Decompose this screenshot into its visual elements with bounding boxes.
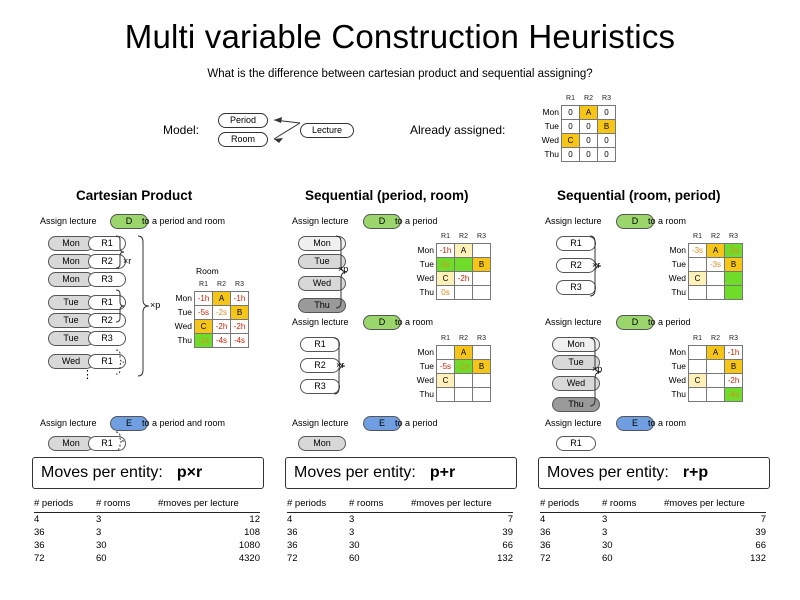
moves-per-entity-box-1 bbox=[32, 457, 264, 489]
col-header: R1 bbox=[441, 232, 450, 240]
table-row: Wed C 0 0 bbox=[537, 133, 616, 147]
period-option-last[interactable]: Mon bbox=[298, 436, 346, 451]
col-header: # rooms bbox=[349, 497, 411, 513]
moves-formula: p×r bbox=[176, 464, 203, 481]
table-row: 72 60 4320 bbox=[34, 553, 260, 564]
col-header: #moves per lecture bbox=[664, 497, 766, 513]
period-option[interactable]: Tue bbox=[298, 254, 346, 269]
assign-target-label: to a period and room bbox=[142, 216, 226, 226]
col-header: R1 bbox=[693, 232, 702, 240]
table-row: Tue -5s -2s B bbox=[412, 359, 491, 373]
lecture-pill-e[interactable]: E bbox=[616, 416, 654, 431]
model-label: Model: bbox=[163, 123, 200, 137]
already-assigned-label: Already assigned: bbox=[410, 123, 506, 137]
assign-target-label: to a period bbox=[395, 216, 438, 226]
page-subtitle: What is the difference between cartesian product and sequential assigning? bbox=[207, 68, 593, 80]
lecture-pill-e[interactable]: E bbox=[363, 416, 401, 431]
multiplier-p: ×p bbox=[150, 300, 161, 310]
moves-per-entity-box-2 bbox=[285, 457, 517, 489]
table-row: Thu bbox=[664, 285, 743, 299]
col-header: R1 bbox=[199, 280, 208, 288]
col-header: R2 bbox=[711, 334, 720, 342]
table-row: Mon 0 A 0 bbox=[537, 105, 616, 119]
room-option[interactable]: R3 bbox=[300, 379, 340, 394]
table-row: Tue 0s B bbox=[412, 257, 491, 271]
col-header: # periods bbox=[287, 497, 349, 513]
col-header: # periods bbox=[34, 497, 96, 513]
room-option-last[interactable]: R1 bbox=[556, 436, 596, 451]
multiplier-r: ×r bbox=[123, 256, 132, 266]
moves-label: Moves per entity: bbox=[294, 464, 416, 481]
col-header: R3 bbox=[477, 232, 486, 240]
lecture-pill-d-2[interactable]: D bbox=[363, 315, 401, 330]
assign-lecture-label-3: Assign lecture bbox=[292, 418, 349, 428]
assign-lecture-label: Assign lecture bbox=[40, 216, 97, 226]
lecture-pill-d[interactable]: D bbox=[110, 214, 148, 229]
table-row: Thu bbox=[412, 387, 491, 401]
col-header: R1 bbox=[441, 334, 450, 342]
moves-table-3 bbox=[540, 497, 766, 565]
col-header: # rooms bbox=[96, 497, 158, 513]
multiplier-r: ×r bbox=[592, 260, 601, 270]
table-row: Tue -5s -2s B bbox=[170, 305, 249, 319]
lecture-pill-d[interactable]: D bbox=[363, 214, 401, 229]
period-option[interactable]: Thu bbox=[552, 397, 600, 412]
table-row: 4 3 12 bbox=[34, 514, 260, 525]
period-option[interactable]: Wed bbox=[298, 276, 346, 291]
lecture-pill-d-2[interactable]: D bbox=[616, 315, 654, 330]
pair-room[interactable]: R3 bbox=[88, 331, 126, 346]
pair-room[interactable]: R1 bbox=[88, 236, 126, 251]
grid-title-room: Room bbox=[196, 266, 219, 276]
table-row: Thu 0s bbox=[412, 285, 491, 299]
lecture-pill-e[interactable]: E bbox=[110, 416, 148, 431]
pair-room[interactable]: R2 bbox=[88, 254, 126, 269]
moves-label: Moves per entity: bbox=[41, 464, 163, 481]
period-option[interactable]: Mon bbox=[298, 236, 346, 251]
col-header: R2 bbox=[459, 232, 468, 240]
pair-room[interactable]: R1 bbox=[88, 295, 126, 310]
table-row: 36 3 108 bbox=[34, 527, 260, 538]
multiplier-p: ×p bbox=[338, 264, 349, 274]
table-row: 4 3 7 bbox=[540, 514, 766, 525]
moves-table-1 bbox=[34, 497, 260, 565]
table-row: 36 3 39 bbox=[287, 527, 513, 538]
table-row: Wed C -2h bbox=[664, 373, 743, 387]
brace-icon bbox=[332, 232, 360, 322]
col-header: R2 bbox=[584, 94, 593, 102]
pair-period[interactable]: Tue bbox=[48, 295, 94, 310]
table-row: 72 60 132 bbox=[540, 553, 766, 564]
col-header: R2 bbox=[217, 280, 226, 288]
assign-target-label-2: to a period and room bbox=[142, 418, 226, 428]
col-header: R3 bbox=[729, 334, 738, 342]
column-heading-cartesian: Cartesian Product bbox=[76, 188, 193, 203]
table-row: Mon -1h A -1h bbox=[170, 291, 249, 305]
room-option[interactable]: R2 bbox=[300, 358, 340, 373]
multiplier-r: ×r bbox=[336, 360, 345, 370]
table-row: Thu 0 0 0 bbox=[537, 147, 616, 161]
pair-room[interactable]: R2 bbox=[88, 313, 126, 328]
period-option[interactable]: Wed bbox=[552, 376, 600, 391]
table-row: Wed C -2h bbox=[412, 271, 491, 285]
col-header: R2 bbox=[711, 232, 720, 240]
already-assigned-grid bbox=[537, 92, 616, 162]
multiplier-p: ×p bbox=[592, 364, 603, 374]
model-connector-icon bbox=[260, 110, 360, 160]
col-header: #moves per lecture bbox=[158, 497, 260, 513]
table-row: Tue 0 0 B bbox=[537, 119, 616, 133]
col-header: #moves per lecture bbox=[411, 497, 513, 513]
assign-target-label-2: to a period bbox=[648, 317, 691, 327]
room-option[interactable]: R1 bbox=[300, 337, 340, 352]
table-row: 36 3 39 bbox=[540, 527, 766, 538]
table-row: Mon -3s A -2s bbox=[664, 243, 743, 257]
period-option[interactable]: Mon bbox=[552, 337, 600, 352]
table-row: Thu -4s bbox=[664, 387, 743, 401]
assign-target-label: to a room bbox=[648, 216, 687, 226]
assign-lecture-label: Assign lecture bbox=[292, 216, 349, 226]
col-header: R3 bbox=[729, 232, 738, 240]
assign-lecture-label-2: Assign lecture bbox=[545, 317, 602, 327]
model-lecture-box: Lecture bbox=[300, 123, 354, 138]
moves-formula: r+p bbox=[682, 464, 709, 481]
model-period-box: Period bbox=[218, 113, 268, 128]
table-row: 36 30 66 bbox=[540, 540, 766, 551]
column-heading-seq-rp: Sequential (room, period) bbox=[557, 188, 721, 203]
assign-target-label-2: to a room bbox=[395, 317, 434, 327]
page-title: Multi variable Construction Heuristics bbox=[124, 18, 676, 55]
lecture-pill-d[interactable]: D bbox=[616, 214, 654, 229]
pair-period[interactable]: Tue bbox=[48, 313, 94, 328]
table-row: Mon -1h A bbox=[412, 243, 491, 257]
table-row: Mon A -1h bbox=[664, 345, 743, 359]
table-row: Thu -1s -4s -4s bbox=[170, 333, 249, 347]
model-room-box: Room bbox=[218, 132, 268, 147]
table-row: 36 30 1080 bbox=[34, 540, 260, 551]
ellipsis-vertical: ⋮ bbox=[82, 369, 94, 381]
column-heading-seq-pr: Sequential (period, room) bbox=[305, 188, 469, 203]
col-header: R1 bbox=[566, 94, 575, 102]
pair-period[interactable]: Tue bbox=[48, 331, 94, 346]
pair-period[interactable]: Mon bbox=[48, 236, 94, 251]
col-header: # periods bbox=[540, 497, 602, 513]
moves-label: Moves per entity: bbox=[547, 464, 669, 481]
moves-formula: p+r bbox=[429, 464, 456, 481]
col-header: R1 bbox=[693, 334, 702, 342]
assign-target-label-3: to a period bbox=[395, 418, 438, 428]
table-row: 72 60 132 bbox=[287, 553, 513, 564]
pair-period[interactable]: Mon bbox=[48, 254, 94, 269]
pair-room[interactable]: R3 bbox=[88, 272, 126, 287]
table-row: Wed C bbox=[412, 373, 491, 387]
assign-lecture-label-2: Assign lecture bbox=[40, 418, 97, 428]
seq-pr-period-grid bbox=[412, 230, 491, 300]
table-row: Wed C bbox=[664, 271, 743, 285]
cartesian-score-grid bbox=[170, 278, 249, 348]
pair-period-last[interactable]: Mon bbox=[48, 436, 94, 451]
assign-lecture-label-2: Assign lecture bbox=[292, 317, 349, 327]
col-header: # rooms bbox=[602, 497, 664, 513]
seq-rp-period-grid bbox=[664, 332, 743, 402]
pair-room[interactable]: R1 bbox=[88, 354, 126, 369]
table-row: 36 30 66 bbox=[287, 540, 513, 551]
pair-room-last[interactable]: R1 bbox=[88, 436, 126, 451]
moves-table-2 bbox=[287, 497, 513, 565]
pair-period[interactable]: Mon bbox=[48, 272, 94, 287]
room-option[interactable]: R3 bbox=[556, 280, 596, 295]
col-header: R3 bbox=[235, 280, 244, 288]
seq-pr-room-grid bbox=[412, 332, 491, 402]
table-row: Tue -3s B bbox=[664, 257, 743, 271]
assign-lecture-label: Assign lecture bbox=[545, 216, 602, 226]
assign-lecture-label-3: Assign lecture bbox=[545, 418, 602, 428]
room-option[interactable]: R1 bbox=[556, 236, 596, 251]
table-row: Tue B bbox=[664, 359, 743, 373]
seq-rp-room-grid bbox=[664, 230, 743, 300]
period-option[interactable]: Tue bbox=[552, 355, 600, 370]
period-option[interactable]: Thu bbox=[298, 298, 346, 313]
assign-target-label-3: to a room bbox=[648, 418, 687, 428]
table-row: 4 3 7 bbox=[287, 514, 513, 525]
pair-period[interactable]: Wed bbox=[48, 354, 94, 369]
col-header: R3 bbox=[477, 334, 486, 342]
col-header: R3 bbox=[602, 94, 611, 102]
brace-dashed-icon bbox=[112, 430, 142, 454]
room-option[interactable]: R2 bbox=[556, 258, 596, 273]
moves-per-entity-box-3 bbox=[538, 457, 770, 489]
table-row: Wed C -2h -2h bbox=[170, 319, 249, 333]
table-row: Mon A bbox=[412, 345, 491, 359]
brace-icon bbox=[586, 334, 614, 420]
col-header: R2 bbox=[459, 334, 468, 342]
